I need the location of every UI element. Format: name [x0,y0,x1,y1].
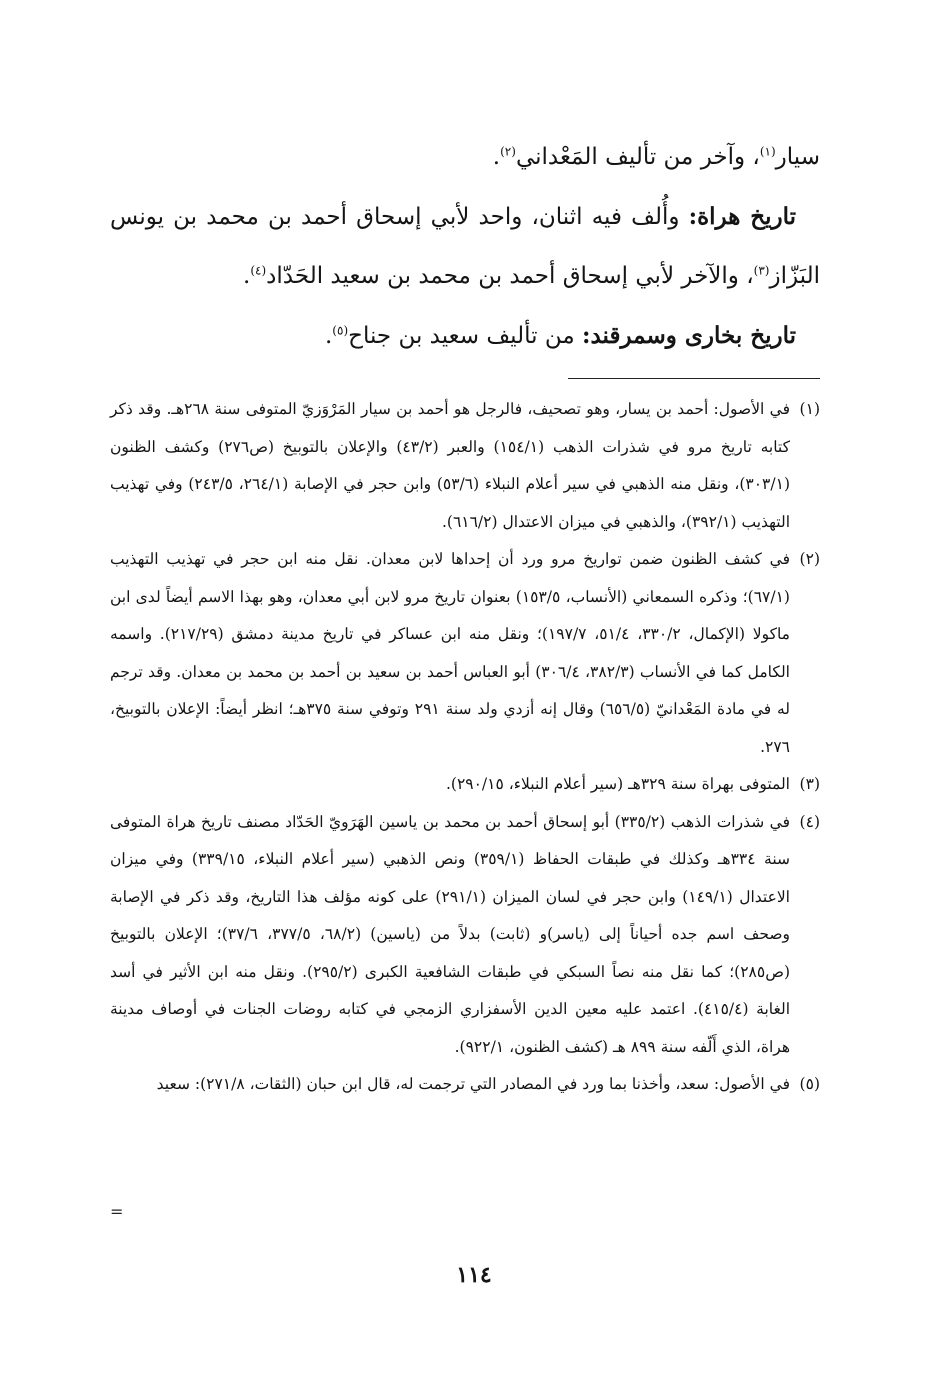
footnote-4 [110,804,820,1067]
herat-heading: تاريخ هراة: [688,203,796,230]
footnote-divider [568,378,820,379]
main-text [110,128,820,366]
page-number: ١١٤ [456,1262,492,1288]
herat-paragraph: تاريخ هراة: وأُلف فيه اثنان، واحد لأبي إسحاق أحمد بن محمد بن يونس البَزّاز$^{(٣)}$، والآخر لأبي إسحاق أحمد بن محمد بن سعيد الحَدّاد$^{(٤)}$. [110,203,820,289]
footnote-1 [110,391,820,541]
footnote-ref-4[interactable]: (٤) [250,263,267,278]
footnote-text: في شذرات الذهب (٣٣٥/٢) أبو إسحاق أحمد بن محمد بن ياسين الهَرَويّ الحَدّاد مصنف تاريخ هراة المتوفى سنة ٣٣٤هـ وكذلك في طبقات الحفاظ (٣٥٩/١) ونص الذهبي (سير أعلام النبلاء، ٣٣٩/١٥) وفي ميزان الاعتدال (١٤٩/١) وابن حجر في لسان الميزان (٢٩١/١) على كونه مؤلف هذا التاريخ، وقد ذكر في الإصابة وصحف اسم جده أحياناً إلى (ياسر)و (ثابت) بدلاً من (ياسين) (٦٨/٢، ٣٧٧/٥، ٣٧/٦)؛ الإعلان بالتوبيخ (ص٢٨٥)؛ كما نقل منه نصاً السبكي في طبقات الشافعية الكبرى (٢٩٥/٢). ونقل منه ابن الأثير في أسد الغابة (٤١٥/٤). اعتمد عليه معين الدين الأسفزاري الزمجي في كتابه روضات الجنات في أوصاف مدينة هراة، الذي أَلّفه سنة ٨٩٩ هـ (كشف الظنون، ٩٢٢/١). [110,812,791,1056]
page-body [110,128,820,1104]
bukhara-heading: تاريخ بخارى وسمرقند: [581,322,796,349]
footnote-ref-1[interactable]: (١) [759,144,776,159]
footnote-3 [110,766,820,804]
footnote-2 [110,541,820,766]
footnote-number: (١) [799,400,820,418]
footnote-number: (٢) [799,550,820,568]
footnote-ref-5[interactable]: (٥) [332,323,349,338]
footnote-number: (٣) [799,775,820,793]
main-line-1: سيار$^{(١)}$، وآخر من تأليف المَعْداني$^{(٢)}$. [492,144,820,170]
bukhara-paragraph: تاريخ بخارى وسمرقند: من تأليف سعيد بن جناح$^{(٥)}$. [324,322,796,349]
footnote-text: في كشف الظنون ضمن تواريخ مرو ورد أن إحداها لابن معدان. نقل منه ابن حجر في تهذيب التهذيب (٦٧/١)؛ وذكره السمعاني (الأنساب، ١٥٣/٥) بعنوان تاريخ مرو لابن أبي معدان، وهو بهذا الاسم أيضاً لدى ابن ماكولا (الإكمال، ٣٣٠/٢، ٥١/٤، ١٩٧/٧)؛ ونقل منه ابن عساكر في تاريخ مدينة دمشق (٢١٧/٢٩). واسمه الكامل كما في الأنساب (٣٨٢/٣، ٣٠٦/٤) أبو العباس أحمد بن سعيد بن أحمد بن محمد بن معدان. وقد ترجم له في مادة المَعْدانيّ (٦٥٦/٥) وقال إنه أزدي ولد سنة ٢٩١ وتوفي سنة ٣٧٥هـ؛ انظر أيضاً: الإعلان بالتوبيخ، ٢٧٦. [110,550,790,756]
footnote-text: في الأصول: سعد، وأخذنا بما ورد في المصادر التي ترجمت له، قال ابن حبان (الثقات، ٢٧١/٨): سعيد [156,1075,790,1093]
continuation-mark: = [110,1202,124,1221]
footnote-5 [110,1066,820,1104]
footnote-ref-3[interactable]: (٣) [753,263,770,278]
footnotes [110,391,820,1104]
footnote-number: (٥) [799,1075,820,1093]
footnote-text: المتوفى بهراة سنة ٣٢٩هـ (سير أعلام النبلاء، ٢٩٠/١٥). [445,775,790,793]
footnote-number: (٤) [799,812,820,831]
footnote-ref-2[interactable]: (٢) [500,144,516,159]
footnote-text: في الأصول: أحمد بن يسار، وهو تصحيف، فالرجل هو أحمد بن سيار المَرْوَزيّ المتوفى سنة ٢٦٨هـ. وقد ذكر كتابه تاريخ مرو في شذرات الذهب (١٥٤/١) والعبر (٤٣/٢) والإعلان بالتوبيخ (ص٢٧٦) وكشف الظنون (٣٠٣/١)، ونقل منه الذهبي في سير أعلام النبلاء (٥٣/٦) وابن حجر في الإصابة (٢٦٤/١، ٢٤٣/٥) وفي تهذيب التهذيب (٣٩٢/١)، والذهبي في ميزان الاعتدال (٦١٦/٢). [110,400,790,531]
